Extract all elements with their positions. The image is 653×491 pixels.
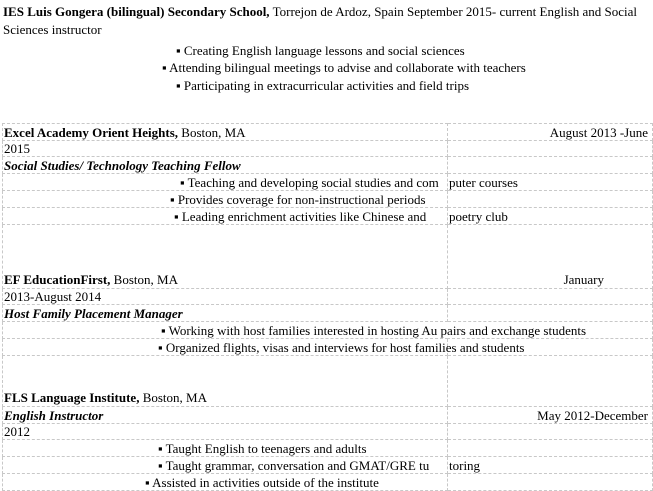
job-bullet-row bbox=[3, 191, 653, 208]
job-title: Social Studies/ Technology Teaching Fellow bbox=[3, 157, 448, 174]
job-bullet: ▪ Teaching and developing social studies and com bbox=[3, 174, 448, 191]
job-org: EF EducationFirst, bbox=[4, 272, 111, 287]
job-location: Boston, MA bbox=[110, 272, 178, 287]
job-bullet: ▪ Provides coverage for non-instructional periods bbox=[3, 191, 448, 208]
job-title-row bbox=[3, 157, 653, 174]
job-location: Boston, MA bbox=[178, 125, 246, 140]
job-bullet: ▪ Assisted in activities outside of the institute bbox=[3, 474, 448, 491]
job-title-row bbox=[3, 305, 653, 322]
job-bullet-row bbox=[3, 208, 653, 225]
intro-details: Torrejon de Ardoz, Spain September 2015- current English and Social bbox=[269, 4, 638, 19]
job-bullet: ▪ Taught English to teenagers and adults bbox=[3, 440, 448, 457]
intro-bullet: ▪ Attending bilingual meetings to advise and collaborate with teachers bbox=[162, 60, 526, 75]
intro-org: IES Luis Gongera (bilingual) Secondary School, bbox=[3, 4, 270, 19]
job-bullet-cont: toring bbox=[448, 457, 653, 474]
job-header-row bbox=[3, 356, 653, 407]
intro-bullet: ▪ Creating English language lessons and social sciences bbox=[176, 43, 465, 58]
job-bullet-row bbox=[3, 440, 653, 457]
job-bullet-row bbox=[3, 339, 653, 356]
job-org: FLS Language Institute, bbox=[4, 390, 140, 405]
intro-section bbox=[3, 3, 651, 39]
job-bullet: ▪ Leading enrichment activities like Chinese and bbox=[3, 208, 448, 225]
job-heading bbox=[3, 225, 448, 289]
job-bullet: ▪ Working with host families interested in hosting Au pairs and exchange students bbox=[3, 322, 653, 339]
job-date-row bbox=[3, 424, 653, 440]
job-date-start: August 2013 -June bbox=[448, 124, 653, 141]
job-bullet-row bbox=[3, 457, 653, 474]
job-bullet-row bbox=[3, 474, 653, 491]
job-title: Host Family Placement Manager bbox=[3, 305, 448, 322]
job-bullet: ▪ Taught grammar, conversation and GMAT/GRE tu bbox=[3, 457, 448, 474]
job-date-end: 2015 bbox=[3, 141, 448, 157]
job-date-row bbox=[3, 141, 653, 157]
job-date-end: 2012 bbox=[3, 424, 448, 440]
job-bullet-cont: poetry club bbox=[448, 208, 653, 225]
intro-heading bbox=[3, 3, 651, 21]
job-bullet-row bbox=[3, 322, 653, 339]
intro-details-cont: Sciences instructor bbox=[3, 22, 102, 37]
job-date-row bbox=[3, 289, 653, 305]
job-title: English Instructor bbox=[3, 407, 448, 424]
job-org: Excel Academy Orient Heights, bbox=[4, 125, 179, 140]
job-heading bbox=[3, 124, 448, 141]
job-date-end: 2013-August 2014 bbox=[3, 289, 448, 305]
job-heading bbox=[3, 356, 448, 407]
job-date-start: January bbox=[448, 225, 653, 289]
job-title-row bbox=[3, 407, 653, 424]
job-header-row bbox=[3, 225, 653, 289]
experience-table bbox=[2, 123, 653, 491]
intro-bullet: ▪ Participating in extracurricular activities and field trips bbox=[176, 78, 470, 93]
job-header-row bbox=[3, 124, 653, 141]
job-location: Boston, MA bbox=[139, 390, 207, 405]
job-date-start: May 2012-December bbox=[448, 407, 653, 424]
job-bullet-cont: puter courses bbox=[448, 174, 653, 191]
job-bullet: ▪ Organized flights, visas and interviews for host families and students bbox=[3, 339, 448, 356]
job-bullet-row bbox=[3, 174, 653, 191]
